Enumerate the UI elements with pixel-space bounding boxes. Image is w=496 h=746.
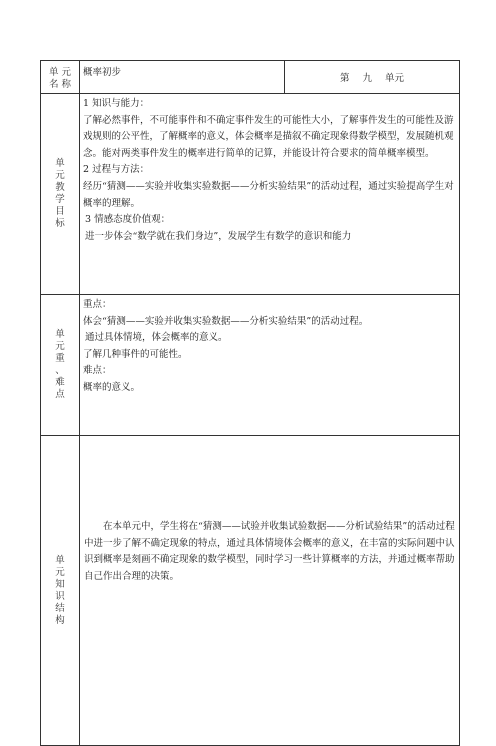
objectives-row [41, 94, 460, 295]
key-point-1: 体会“猜测——实验并收集实验数据——分析实验结果”的活动过程。 [83, 315, 369, 327]
knowledge-structure-row [41, 436, 460, 746]
objective-heading-attitude: 3 情感态度价值观： [85, 214, 171, 226]
key-points-row [41, 295, 460, 436]
unit-plan-table [40, 60, 460, 746]
objective-text-attitude: 进一步体会“数学就在我们身边”，发展学生有数学的意识和能力 [85, 230, 352, 242]
knowledge-structure-paragraph: 在本单元中，学生将在“猜测——试验并收集试验数据——分析试验结果”的活动过程中进一步了解不确定现象的特点，通过具体情境体会概率的意义，在丰富的实际问题中认识到概率是刻画不确定现象的数学模型，同时学习一些计算概率的方法，并通过概率帮助自己作出合理的决策。 [84, 521, 455, 582]
unit-name-row [41, 61, 460, 94]
objectives-label: 单 元 教 学 目 标 [41, 94, 80, 295]
unit-name-label: 单 元 名 称 [41, 61, 80, 94]
difficulties-heading: 难点： [83, 365, 112, 377]
objective-heading-process: 2 过程与方法： [83, 164, 150, 176]
key-points-label: 单 元 重 、 难 点 [41, 295, 80, 436]
key-points-content [80, 295, 460, 436]
objective-heading-knowledge: 1 知识与能力： [83, 98, 150, 109]
key-point-3: 了解几种事件的可能性。 [83, 348, 188, 360]
objective-text-process: 经历“猜测——实验并收集实验数据——分析实验结果”的活动过程，通过实验提高学生对概率的理解。 [83, 180, 454, 209]
unit-number: 第 九 单元 [285, 61, 460, 94]
knowledge-structure-label: 单 元 知 识 结 构 [41, 436, 80, 746]
key-point-2: 通过具体情境，体会概率的意义。 [85, 332, 228, 344]
difficulty-1: 概率的意义。 [83, 381, 141, 393]
unit-name-value: 概率初步 [80, 61, 285, 94]
key-points-heading: 重点： [83, 299, 112, 310]
objective-text-knowledge: 了解必然事件，不可能事件和不确定事件发生的可能性大小，了解事件发生的可能性及游戏规则的公平性，了解概率的意义，体会概率是描叙不确定现象得数学模型，发展随机观念。能对两类事件发生的概率进行简单的记算，并能设计符合要求的简单概率模型。 [83, 114, 454, 159]
objectives-content [80, 94, 460, 295]
knowledge-structure-content [80, 436, 460, 746]
